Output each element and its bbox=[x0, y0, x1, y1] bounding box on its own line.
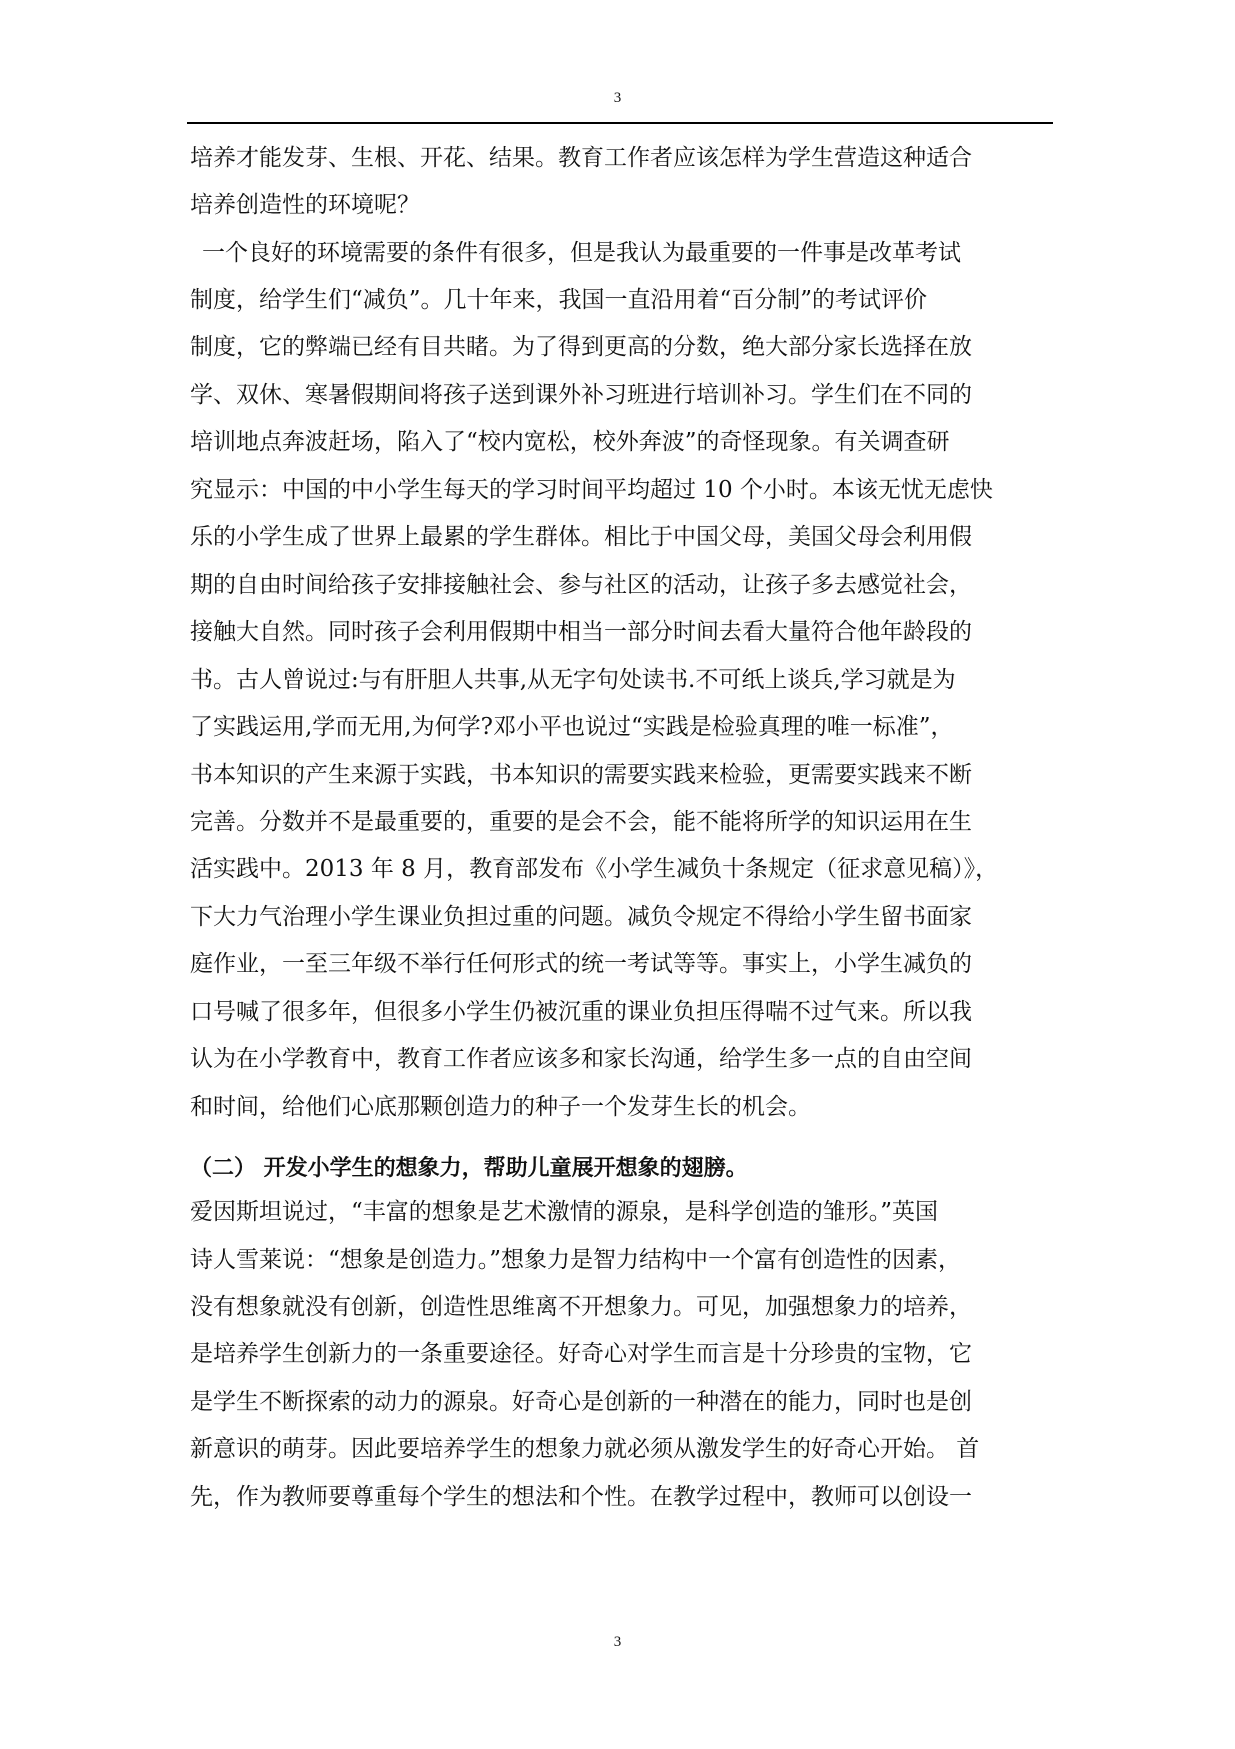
text-line: 爱因斯坦说过，“丰富的想象是艺术激情的源泉，是科学创造的雏形。”英国 bbox=[190, 1199, 939, 1225]
text-line: 没有想象就没有创新，创造性思维离不开想象力。可见，加强想象力的培养， bbox=[190, 1294, 972, 1320]
text-line: 是学生不断探索的动力的源泉。好奇心是创新的一种潜在的能力，同时也是创 bbox=[190, 1389, 972, 1415]
text-line: 下大力气治理小学生课业负担过重的问题。减负令规定不得给小学生留书面家 bbox=[190, 904, 972, 930]
text-line: 乐的小学生成了世界上最累的学生群体。相比于中国父母，美国父母会利用假 bbox=[190, 524, 972, 550]
text-line: 新意识的萌芽。因此要培养学生的想象力就必须从激发学生的好奇心开始。 首 bbox=[190, 1436, 980, 1462]
text-line: 期的自由时间给孩子安排接触社会、参与社区的活动，让孩子多去感觉社会， bbox=[190, 572, 972, 598]
text-line: 活实践中。2013 年 8 月，教育部发布《小学生减负十条规定（征求意见稿）》， bbox=[190, 856, 999, 882]
text-line: 培养创造性的环境呢？ bbox=[190, 192, 420, 218]
text-line: 培养才能发芽、生根、开花、结果。教育工作者应该怎样为学生营造这种适合 bbox=[190, 145, 972, 171]
text-line: 究显示：中国的中小学生每天的学习时间平均超过 10 个小时。本该无忧无虑快 bbox=[190, 477, 993, 503]
text-line: 完善。分数并不是最重要的，重要的是会不会，能不能将所学的知识运用在生 bbox=[190, 809, 972, 835]
text-line: 培训地点奔波赶场，陷入了“校内宽松，校外奔波”的奇怪现象。有关调查研 bbox=[190, 429, 950, 455]
header-divider bbox=[187, 122, 1053, 124]
text-line: 认为在小学教育中，教育工作者应该多和家长沟通，给学生多一点的自由空间 bbox=[190, 1046, 972, 1072]
text-line: 诗人雪莱说：“想象是创造力。”想象力是智力结构中一个富有创造性的因素， bbox=[190, 1247, 962, 1273]
text-line: 学、双休、寒暑假期间将孩子送到课外补习班进行培训补习。学生们在不同的 bbox=[190, 382, 972, 408]
text-line: 制度，给学生们“减负”。几十年来，我国一直沿用着“百分制”的考试评价 bbox=[190, 287, 928, 313]
text-line: 接触大自然。同时孩子会利用假期中相当一部分时间去看大量符合他年龄段的 bbox=[190, 619, 972, 645]
text-line: 庭作业，一至三年级不举行任何形式的统一考试等等。事实上，小学生减负的 bbox=[190, 951, 972, 977]
text-line: 书本知识的产生来源于实践，书本知识的需要实践来检验，更需要实践来不断 bbox=[190, 762, 972, 788]
header-page-number: 3 bbox=[613, 90, 622, 106]
section-heading: （二） 开发小学生的想象力，帮助儿童展开想象的翅膀。 bbox=[190, 1156, 748, 1181]
text-line: 是培养学生创新力的一条重要途径。好奇心对学生而言是十分珍贵的宝物，它 bbox=[190, 1341, 972, 1367]
footer-page-number: 3 bbox=[613, 1634, 622, 1650]
text-line: 口号喊了很多年，但很多小学生仍被沉重的课业负担压得喘不过气来。所以我 bbox=[190, 999, 972, 1025]
text-line: 制度，它的弊端已经有目共睹。为了得到更高的分数，绝大部分家长选择在放 bbox=[190, 334, 972, 360]
text-line: 了实践运用,学而无用,为何学?邓小平也说过“实践是检验真理的唯一标准”， bbox=[190, 714, 954, 740]
text-line: 书。古人曾说过:与有肝胆人共事,从无字句处读书.不可纸上谈兵,学习就是为 bbox=[190, 667, 956, 693]
text-line: 和时间，给他们心底那颗创造力的种子一个发芽生长的机会。 bbox=[190, 1094, 811, 1120]
text-line: 先，作为教师要尊重每个学生的想法和个性。在教学过程中，教师可以创设一 bbox=[190, 1484, 972, 1510]
text-line: 一个良好的环境需要的条件有很多，但是我认为最重要的一件事是改革考试 bbox=[202, 240, 961, 266]
